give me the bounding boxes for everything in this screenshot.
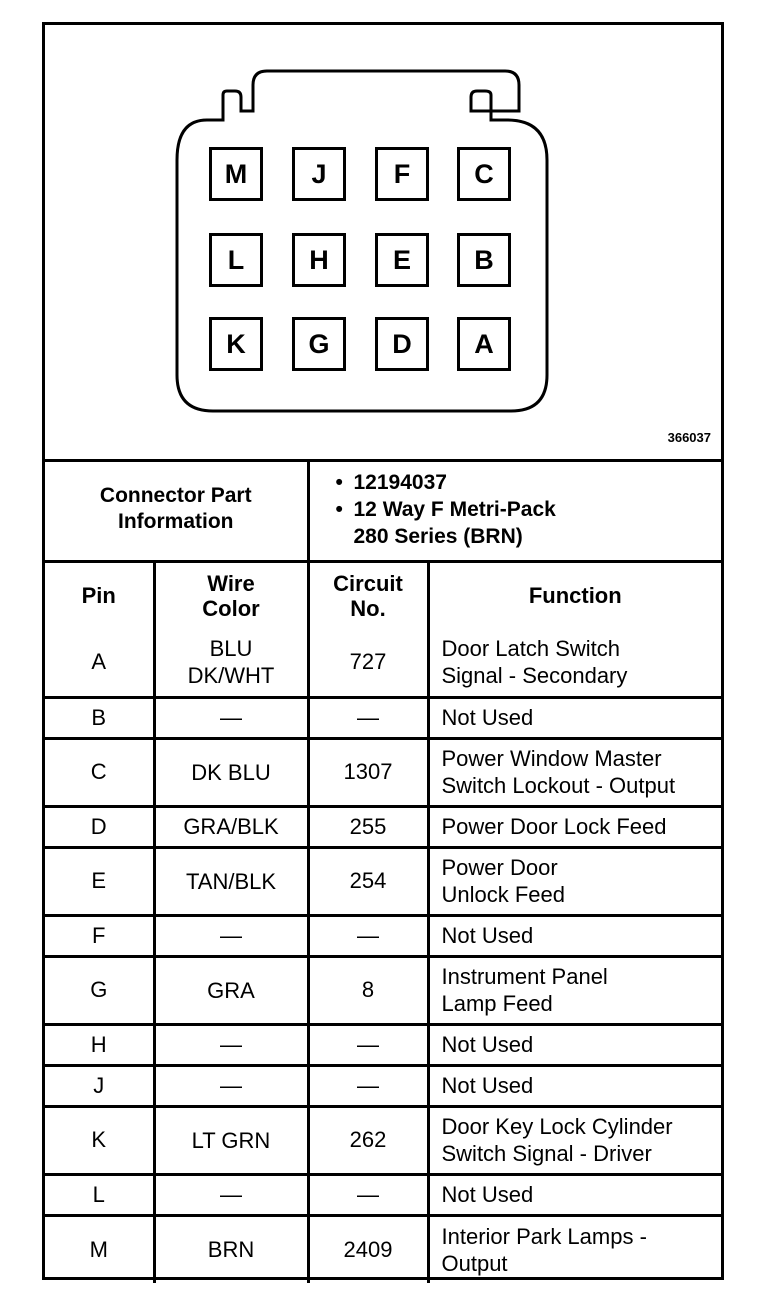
circuit-number: 262: [308, 1106, 428, 1174]
pin-cell: A: [457, 317, 511, 371]
wire-color: —: [154, 1174, 308, 1215]
table-row: [45, 956, 721, 1024]
pin-id: K: [45, 1106, 154, 1174]
header-function: Function: [428, 561, 721, 629]
pin-id: A: [45, 629, 154, 697]
circuit-number: 255: [308, 806, 428, 847]
pin-cell: M: [209, 147, 263, 201]
pin-id: M: [45, 1215, 154, 1283]
pin-cell: H: [292, 233, 346, 287]
circuit-number: 1307: [308, 738, 428, 806]
header-pin: Pin: [45, 561, 154, 629]
connector-label-line: Connector Part: [99, 484, 252, 508]
table-row: [45, 1215, 721, 1283]
circuit-number: —: [308, 697, 428, 738]
table-row: [45, 1106, 721, 1174]
connector-sheet: [42, 22, 724, 1280]
connector-diagram: [45, 25, 721, 462]
wire-color: GRA/BLK: [154, 806, 308, 847]
wire-color: BLU DK/WHT: [154, 629, 308, 697]
pin-cell: G: [292, 317, 346, 371]
wire-color: —: [154, 915, 308, 956]
wire-color: DK BLU: [154, 738, 308, 806]
table-row: [45, 915, 721, 956]
circuit-number: 8: [308, 956, 428, 1024]
table-row: [45, 738, 721, 806]
wire-color: —: [154, 1024, 308, 1065]
table-row: [45, 806, 721, 847]
pin-function: Power Window Master Switch Lockout - Output: [428, 738, 721, 806]
table-row: [45, 847, 721, 915]
pin-function: Not Used: [428, 697, 721, 738]
pin-function: Power Door Lock Feed: [428, 806, 721, 847]
pin-function: Power Door Unlock Feed: [428, 847, 721, 915]
wire-color: LT GRN: [154, 1106, 308, 1174]
pin-cell: L: [209, 233, 263, 287]
header-row: [45, 561, 721, 629]
pin-cell: B: [457, 233, 511, 287]
circuit-number: —: [308, 1065, 428, 1106]
circuit-number: 254: [308, 847, 428, 915]
table-row: [45, 1065, 721, 1106]
pin-id: F: [45, 915, 154, 956]
circuit-number: 2409: [308, 1215, 428, 1283]
pin-function: Door Latch Switch Signal - Secondary: [428, 629, 721, 697]
pin-function: Not Used: [428, 915, 721, 956]
pin-function: Instrument Panel Lamp Feed: [428, 956, 721, 1024]
wire-color: —: [154, 697, 308, 738]
pin-cell: E: [375, 233, 429, 287]
pin-id: C: [45, 738, 154, 806]
pin-function: Not Used: [428, 1174, 721, 1215]
pin-id: J: [45, 1065, 154, 1106]
part-description: • 12 Way F Metri-Pack: [335, 497, 556, 521]
pin-id: G: [45, 956, 154, 1024]
part-number: • 12194037: [335, 470, 447, 494]
pin-id: B: [45, 697, 154, 738]
pin-function: Not Used: [428, 1024, 721, 1065]
circuit-number: —: [308, 1174, 428, 1215]
circuit-number: —: [308, 915, 428, 956]
pin-function: Door Key Lock Cylinder Switch Signal - Driver: [428, 1106, 721, 1174]
header-wire-color: Wire Color: [154, 561, 308, 629]
table-row: [45, 629, 721, 697]
connector-info-label: [45, 459, 308, 561]
pin-cell: D: [375, 317, 429, 371]
pin-id: D: [45, 806, 154, 847]
pin-function: Not Used: [428, 1065, 721, 1106]
table-row: [45, 1024, 721, 1065]
part-description-cont: 280 Series (BRN): [353, 524, 523, 548]
wire-color: —: [154, 1065, 308, 1106]
circuit-number: —: [308, 1024, 428, 1065]
pin-cell: J: [292, 147, 346, 201]
pin-cell: K: [209, 317, 263, 371]
pinout-table: [45, 459, 721, 1283]
diagram-id: 366037: [667, 430, 711, 445]
table-row: [45, 1174, 721, 1215]
connector-info-value: [308, 459, 721, 561]
connector-info-row: [45, 459, 721, 561]
connector-label-line: Information: [118, 510, 234, 534]
wire-color: BRN: [154, 1215, 308, 1283]
pin-id: H: [45, 1024, 154, 1065]
pin-function: Interior Park Lamps - Output: [428, 1215, 721, 1283]
circuit-number: 727: [308, 629, 428, 697]
wire-color: TAN/BLK: [154, 847, 308, 915]
header-circuit: Circuit No.: [308, 561, 428, 629]
table-row: [45, 697, 721, 738]
pin-cell: F: [375, 147, 429, 201]
pin-id: L: [45, 1174, 154, 1215]
pin-id: E: [45, 847, 154, 915]
pin-cell: C: [457, 147, 511, 201]
wire-color: GRA: [154, 956, 308, 1024]
